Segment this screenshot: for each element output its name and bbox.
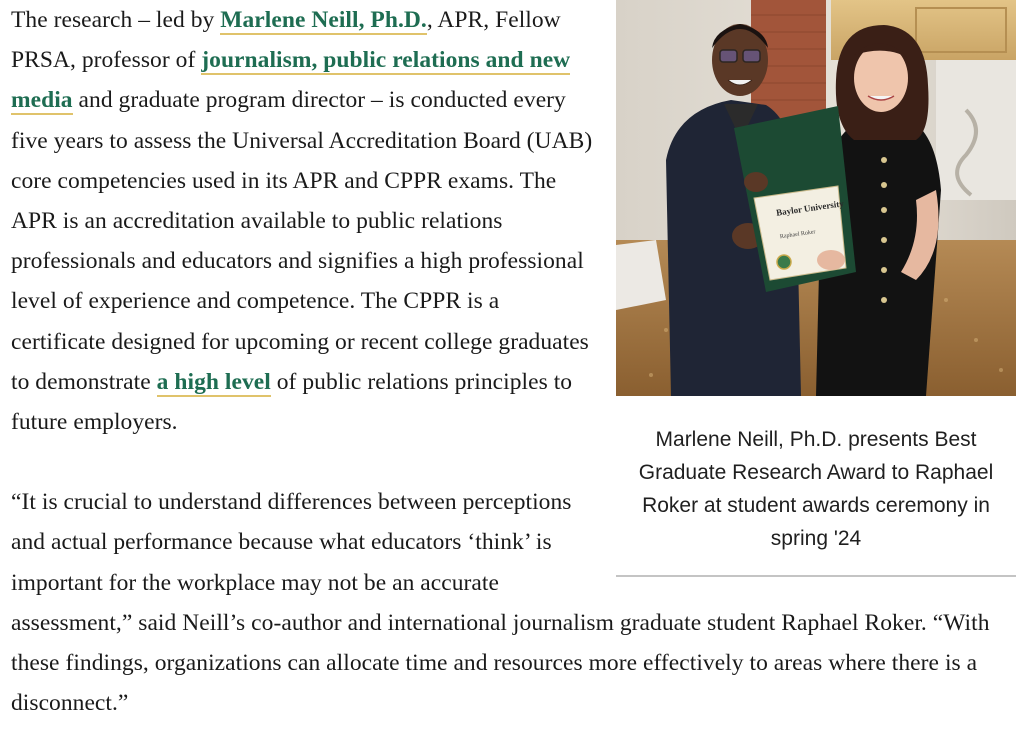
link-marlene-neill[interactable]: Marlene Neill, Ph.D. bbox=[220, 7, 427, 33]
text-segment: , APR, Fellow PRSA, professor of bbox=[11, 7, 561, 74]
text-segment: and graduate program director – is conducted every five years to assess the Universal Accreditation Board (UAB) core competencies used in its APR and CPPR exams. The APR is an accreditation available to public relations professionals and educators and signifies a high professional level of experience and competence. The CPPR is a certificate designed for upcoming or recent college graduates to demonstrate bbox=[11, 87, 593, 395]
article-body bbox=[11, 0, 1016, 723]
caption-divider bbox=[616, 575, 1016, 577]
text-segment: of public relations principles to future employers. bbox=[11, 368, 573, 436]
certificate-recipient: Raphael Roker bbox=[779, 229, 816, 241]
award-photo bbox=[616, 0, 1016, 396]
certificate-title: Baylor University bbox=[775, 198, 845, 218]
photo-figure bbox=[616, 0, 1016, 577]
link-journalism-department[interactable]: journalism, public relations and new media bbox=[11, 47, 571, 114]
link-high-level[interactable]: a high level bbox=[156, 368, 271, 395]
photo-caption: Marlene Neill, Ph.D. presents Best Graduate Research Award to Raphael Roker at student awards ceremony in spring '24 bbox=[638, 428, 994, 550]
text-segment: The research – led by bbox=[11, 7, 221, 33]
paragraph-quote: “It is crucial to understand differences between perceptions and actual performance because what educators ‘think’ is important for the workplace may not be an accurate assessment,” said Neill’s co-author and international journalism graduate student Raphael Roker. “With these findings, organizations can allocate time and resources more effectively to areas where there is a disconnect.” bbox=[11, 489, 990, 717]
